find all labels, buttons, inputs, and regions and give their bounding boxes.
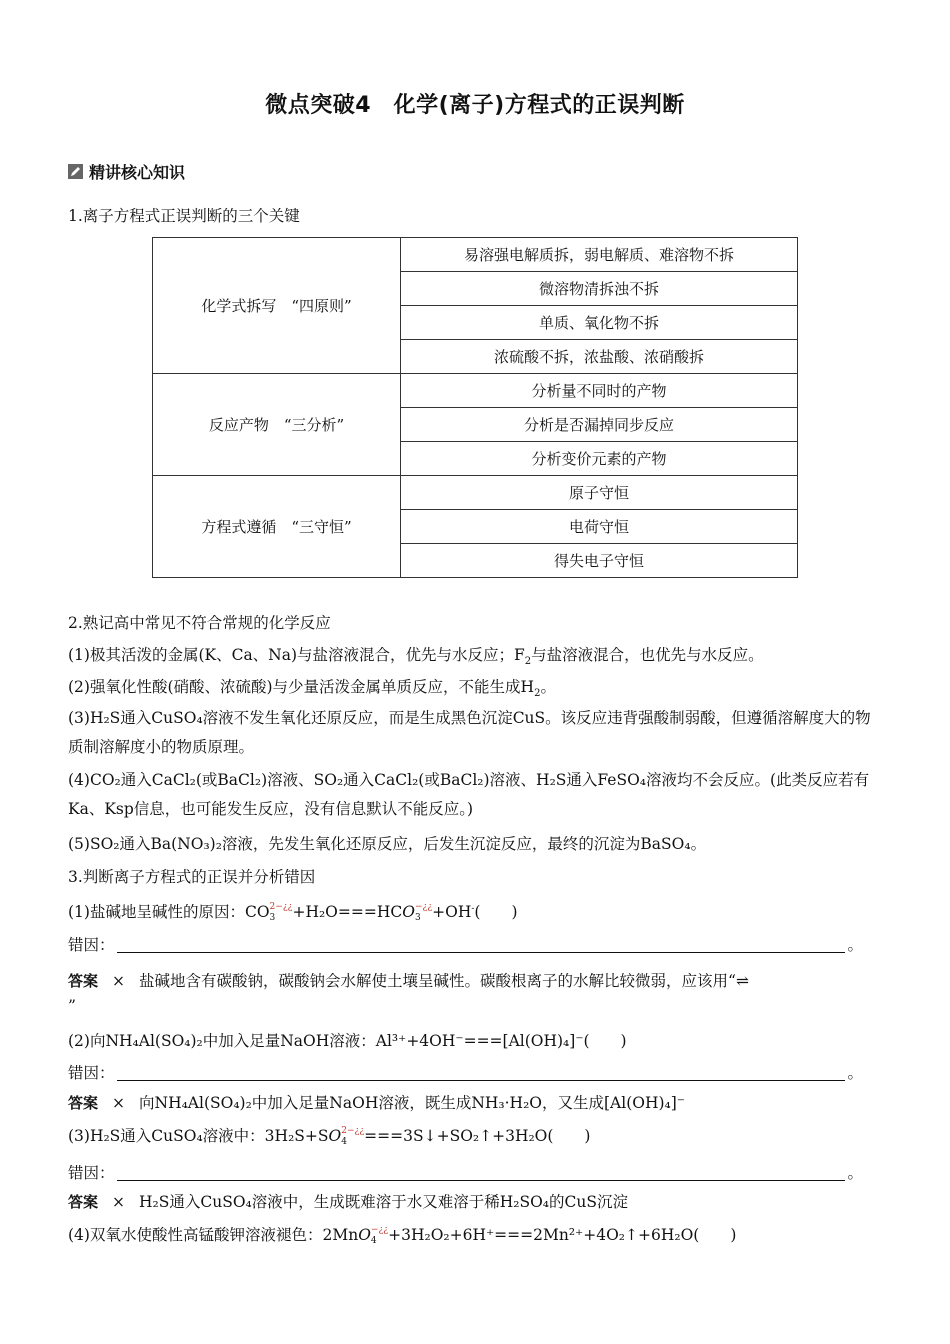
text: 。 <box>847 1064 863 1082</box>
table-cell: 分析量不同时的产物 <box>401 374 798 408</box>
text: 与盐溶液混合，也优先与水反应。 <box>531 646 764 664</box>
ion-charge: 2−¿¿ <box>341 1126 365 1136</box>
text: (3)H₂S通入CuSO₄溶液中：3H₂S+S <box>68 1127 329 1145</box>
ion-charge: 2−¿¿ <box>269 902 293 913</box>
answer-blank[interactable] <box>117 1063 846 1081</box>
part2-paragraph-4: (4)CO₂通入CaCl₂(或BaCl₂)溶液、SO₂通入CaCl₂(或BaCl₂)溶液、H₂S通入FeSO₄溶液均不会反应。(此类反应若有Ka、Ksp信息，也可能发生反应，没有信息默认不能反应。) <box>68 771 870 818</box>
answer-3 <box>68 1191 628 1213</box>
table-group-cell: 方程式遵循 “三守恒” <box>153 476 401 578</box>
table-cell: 单质、氧化物不拆 <box>401 306 798 340</box>
error-label: 错因： <box>68 1064 115 1082</box>
error-reason-line-3 <box>68 1162 863 1184</box>
part2-paragraph-1 <box>68 644 764 673</box>
text: 向NH₄Al(SO₄)₂中加入足量NaOH溶液，既生成NH₃·H₂O，又生成[Al(OH)₄]⁻ <box>139 1094 685 1112</box>
text: O <box>402 903 415 922</box>
error-reason-line-1 <box>68 934 863 956</box>
table-row <box>153 374 798 408</box>
subscript: 2 <box>524 656 532 668</box>
table-cell: 得失电子守恒 <box>401 544 798 578</box>
ion-subscript: 4 <box>370 1236 377 1246</box>
text: (1)盐碱地呈碱性的原因： <box>68 903 245 922</box>
ion-notation <box>415 902 432 924</box>
text: O <box>358 1226 371 1244</box>
subscript: 2 <box>534 688 541 700</box>
ion-notation <box>270 902 293 924</box>
text: H₂S通入CuSO₄溶液中，生成既难溶于水又难溶于稀H₂SO₄的CuS沉淀 <box>139 1193 628 1211</box>
table-group-cell: 化学式拆写 “四原则” <box>153 238 401 374</box>
error-label: 错因： <box>68 1164 115 1182</box>
text: 。 <box>847 936 863 954</box>
text: 。 <box>540 678 556 696</box>
reversible-arrow-icon: ⇌ <box>735 972 749 990</box>
text: (2)强氧化性酸(硝酸、浓硫酸)与少量活泼金属单质反应，不能生成H <box>68 678 535 696</box>
ion-notation <box>371 1225 388 1247</box>
text: (4)双氧水使酸性高锰酸钾溶液褪色：2Mn <box>68 1226 359 1244</box>
text: 。 <box>847 1164 863 1182</box>
page-title: 微点突破4 化学(离子)方程式的正误判断 <box>265 93 685 118</box>
question-3 <box>68 1125 590 1148</box>
part2-paragraph-3: (3)H₂S通入CuSO₄溶液不发生氧化还原反应，而是生成黑色沉淀CuS。该反应违背强酸制弱酸，但遵循溶解度大的物质制溶解度小的物质原理。 <box>68 709 871 756</box>
pencil-square-icon <box>68 164 83 179</box>
answer-label: 答案 <box>68 1094 99 1112</box>
text: CO <box>244 903 270 922</box>
error-reason-line-2 <box>68 1062 863 1084</box>
answer-1 <box>68 970 749 992</box>
key-points-table <box>152 237 798 578</box>
question-4 <box>68 1224 736 1247</box>
section-heading <box>68 160 185 183</box>
ion-subscript: 4 <box>341 1137 347 1147</box>
text: ===3S↓+SO₂↑+3H₂O( ) <box>364 1127 591 1145</box>
answer-blank[interactable] <box>117 1163 846 1181</box>
answer-label: 答案 <box>68 972 99 990</box>
cross-mark: × <box>112 972 126 990</box>
text: +OH <box>432 903 472 922</box>
table-cell: 浓硫酸不拆，浓盐酸、浓硝酸拆 <box>401 340 798 374</box>
table-group-cell: 反应产物 “三分析” <box>153 374 401 476</box>
table-row <box>153 238 798 272</box>
ion-subscript: 3 <box>269 913 276 924</box>
table-cell: 易溶强电解质拆，弱电解质、难溶物不拆 <box>401 238 798 272</box>
answer-1-end: ” <box>68 997 76 1015</box>
ion-subscript: 3 <box>414 913 421 924</box>
table-cell: 电荷守恒 <box>401 510 798 544</box>
cross-mark: × <box>112 1193 126 1211</box>
table-cell: 微溶物清拆浊不拆 <box>401 272 798 306</box>
text: +3H₂O₂+6H⁺===2Mn²⁺+4O₂↑+6H₂O( ) <box>388 1226 737 1244</box>
table-cell: 原子守恒 <box>401 476 798 510</box>
ion-charge: −¿¿ <box>370 1225 389 1235</box>
table-cell: 分析是否漏掉同步反应 <box>401 408 798 442</box>
question-2: (2)向NH₄Al(SO₄)₂中加入足量NaOH溶液：Al³⁺+4OH⁻===[Al(OH)₄]⁻( ) <box>68 1032 627 1050</box>
table-cell: 分析变价元素的产物 <box>401 442 798 476</box>
part3-heading: 3.判断离子方程式的正误并分析错因 <box>68 868 316 886</box>
answer-label: 答案 <box>68 1193 99 1211</box>
part2-heading: 2.熟记高中常见不符合常规的化学反应 <box>68 614 331 632</box>
part2-paragraph-2 <box>68 676 556 705</box>
text: ( ) <box>474 903 518 922</box>
answer-blank[interactable] <box>117 935 846 953</box>
part2-paragraph-5: (5)SO₂通入Ba(NO₃)₂溶液，先发生氧化还原反应，后发生沉淀反应，最终的沉淀为BaSO₄。 <box>68 835 707 853</box>
text: O <box>328 1127 342 1145</box>
error-label: 错因： <box>68 936 115 954</box>
text: 盐碱地含有碳酸钠，碳酸钠会水解使土壤呈碱性。碳酸根离子的水解比较微弱，应该用“ <box>139 972 736 990</box>
cross-mark: × <box>112 1094 126 1112</box>
part1-heading: 1.离子方程式正误判断的三个关键 <box>68 207 300 225</box>
section-heading-text: 精讲核心知识 <box>89 163 186 182</box>
answer-2 <box>68 1092 685 1114</box>
text: +H₂O===HC <box>292 903 403 922</box>
text: (1)极其活泼的金属(K、Ca、Na)与盐溶液混合，优先与水反应；F <box>68 646 525 664</box>
ion-charge: −¿¿ <box>414 902 433 913</box>
question-1: (1)盐碱地呈碱性的原因：CO 2−¿¿ 3 +H₂O===HCO −¿¿ 3 +OH-( ) <box>68 902 518 924</box>
table-row <box>153 476 798 510</box>
ion-notation <box>341 1126 364 1148</box>
